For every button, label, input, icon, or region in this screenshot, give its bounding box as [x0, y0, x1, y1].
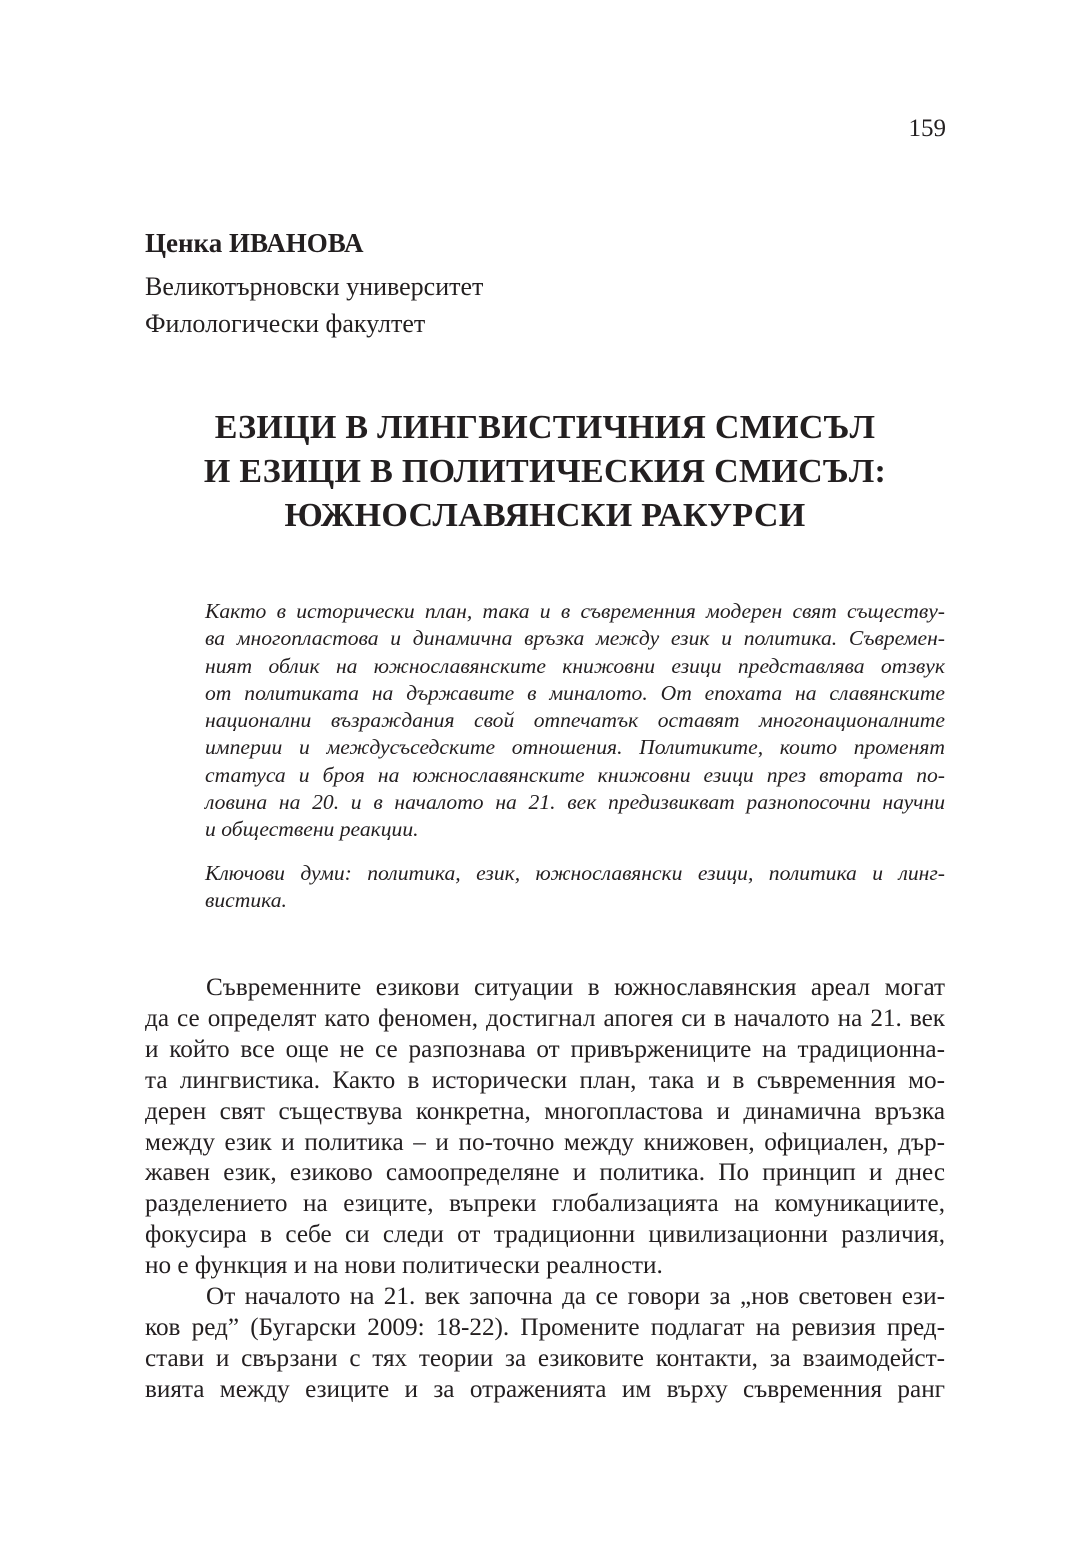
body-line: ков ред” (Бугарски 2009: 18-22). Промените подлагат на ревизия пред- [145, 1313, 945, 1341]
title-line: И ЕЗИЦИ В ПОЛИТИЧЕСКИЯ СМИСЪЛ: [203, 453, 887, 490]
body-line: дерен свят съществува конкретна, многопластова и динамична връзка [145, 1097, 945, 1125]
body-text [145, 973, 945, 1406]
body-line: Съвременните езикови ситуации в южнославянския ареал могат [206, 974, 945, 1001]
body-line: та лингвистика. Както в исторически план, така и в съвременния мо- [145, 1066, 945, 1094]
body-line: и който все още не се разпознава от привържениците на традиционна- [145, 1035, 945, 1063]
author-block [145, 226, 945, 342]
keywords [205, 860, 945, 915]
affiliation-faculty: Филологически факултет [145, 309, 426, 338]
body-line: От началото на 21. век започна да се говори за „нов световен ези- [206, 1283, 945, 1311]
title-line: ЮЖНОСЛАВЯНСКИ РАКУРСИ [284, 497, 806, 534]
keywords-line: Ключови думи: политика, език, южнославянски езици, политика и линг- [205, 860, 945, 885]
abstract-line: Както в исторически план, така и в съвременния модерен свят съществу- [205, 599, 945, 623]
page-number: 159 [908, 115, 946, 142]
abstract-line: ният облик на южнославянските книжовни езици представлява отзвук [205, 653, 945, 678]
body-line: жавен език, езиково самоопределяне и политика. По принцип и днес [145, 1159, 945, 1187]
title-line: ЕЗИЦИ В ЛИНГВИСТИЧНИЯ СМИСЪЛ [214, 409, 876, 446]
body-line: между език и политика – и по-точно между книжовен, официален, дър- [145, 1128, 945, 1156]
abstract [205, 598, 945, 914]
body-line: стави и свързани с тях теории за езиковите контакти, за взаимодейст- [145, 1344, 945, 1372]
author-name: Ценка ИВАНОВА [145, 228, 364, 258]
article-title [120, 406, 970, 538]
body-line: фокусира в себе си следи от традиционни цивилизационни различия, [145, 1221, 945, 1249]
abstract-line: национални възраждания свой отпечатък оставят многонационалните [205, 708, 945, 733]
body-line: но е функция и на нови политически реалности. [145, 1252, 663, 1280]
abstract-line: империи и междусъседските отношения. Политиките, които променят [205, 735, 945, 760]
abstract-line: от политиката на държавите в миналото. От епохата на славянските [205, 680, 945, 705]
body-line: вията между езиците и за отраженията им върху съвременния ранг [145, 1375, 945, 1403]
body-line: да се определят като феномен, достигнал апогея си в началото на 21. век [145, 1004, 945, 1032]
keywords-line: вистика. [205, 887, 287, 912]
abstract-line: и обществени реакции. [205, 817, 419, 842]
abstract-line: статуса и броя на южнославянските книжовни езици през втората по- [205, 762, 945, 787]
abstract-line: ловина на 20. и в началото на 21. век предизвикват разнопосочни научни [205, 790, 945, 815]
affiliation-university: Великотърновски университет [145, 272, 484, 301]
abstract-line: ва многопластова и динамична връзка между език и политика. Съвремен- [205, 626, 945, 651]
body-line: разделението на езиците, въпреки глобализацията на комуникациите, [145, 1190, 945, 1218]
